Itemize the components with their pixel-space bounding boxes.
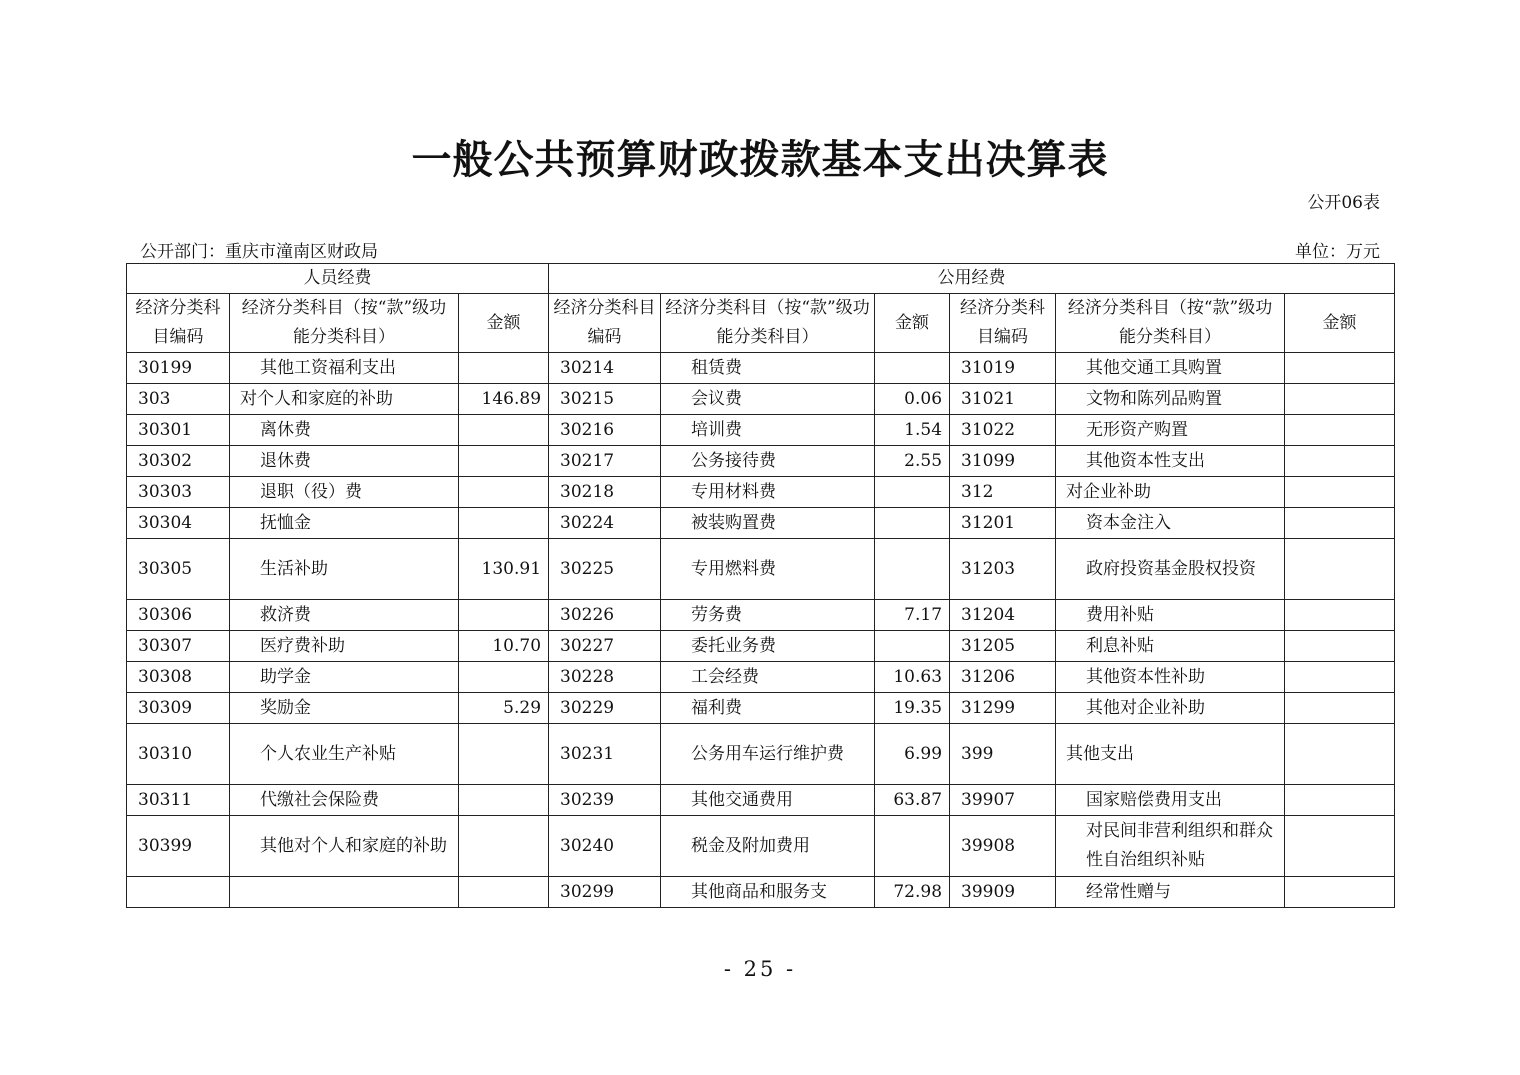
code-cell: 39908 xyxy=(950,816,1056,877)
name-cell: 专用材料费 xyxy=(661,477,875,508)
name-cell: 利息补贴 xyxy=(1056,631,1285,662)
name-cell: 政府投资基金股权投资 xyxy=(1056,539,1285,600)
code-cell: 30215 xyxy=(549,384,661,415)
amount-cell xyxy=(1285,693,1395,724)
group-header-public: 公用经费 xyxy=(549,264,1395,294)
code-cell: 312 xyxy=(950,477,1056,508)
code-cell: 31205 xyxy=(950,631,1056,662)
code-cell: 30304 xyxy=(127,508,230,539)
amount-cell xyxy=(1285,477,1395,508)
header-code: 经济分类科目编码 xyxy=(127,294,230,353)
code-cell: 30224 xyxy=(549,508,661,539)
amount-cell xyxy=(1285,600,1395,631)
amount-cell xyxy=(875,477,950,508)
table-row xyxy=(127,600,1395,631)
header-name: 经济分类科目（按“款”级功能分类科目） xyxy=(661,294,875,353)
name-cell: 培训费 xyxy=(661,415,875,446)
code-cell: 30303 xyxy=(127,477,230,508)
table-row xyxy=(127,877,1395,908)
amount-cell xyxy=(875,539,950,600)
amount-cell: 0.06 xyxy=(875,384,950,415)
amount-cell xyxy=(459,477,549,508)
amount-cell xyxy=(1285,384,1395,415)
amount-cell: 63.87 xyxy=(875,785,950,816)
department-label: 公开部门：重庆市潼南区财政局 xyxy=(140,242,378,262)
name-cell: 其他对个人和家庭的补助 xyxy=(230,816,459,877)
table-row xyxy=(127,785,1395,816)
name-cell: 其他对企业补助 xyxy=(1056,693,1285,724)
amount-cell: 5.29 xyxy=(459,693,549,724)
name-cell: 对企业补助 xyxy=(1056,477,1285,508)
code-cell: 399 xyxy=(950,724,1056,785)
header-amount: 金额 xyxy=(1285,294,1395,353)
name-cell: 退职（役）费 xyxy=(230,477,459,508)
table-row xyxy=(127,539,1395,600)
code-cell: 31203 xyxy=(950,539,1056,600)
amount-cell: 10.63 xyxy=(875,662,950,693)
amount-cell: 1.54 xyxy=(875,415,950,446)
name-cell: 代缴社会保险费 xyxy=(230,785,459,816)
amount-cell xyxy=(1285,539,1395,600)
name-cell: 离休费 xyxy=(230,415,459,446)
amount-cell xyxy=(459,600,549,631)
header-code: 经济分类科目编码 xyxy=(950,294,1056,353)
table-row xyxy=(127,631,1395,662)
table-row xyxy=(127,415,1395,446)
name-cell: 被装购置费 xyxy=(661,508,875,539)
table-row xyxy=(127,353,1395,384)
name-cell: 其他支出 xyxy=(1056,724,1285,785)
amount-cell xyxy=(459,662,549,693)
amount-cell xyxy=(1285,785,1395,816)
amount-cell: 72.98 xyxy=(875,877,950,908)
name-cell: 对个人和家庭的补助 xyxy=(230,384,459,415)
amount-cell xyxy=(459,785,549,816)
code-cell: 31022 xyxy=(950,415,1056,446)
code-cell: 31206 xyxy=(950,662,1056,693)
header-amount: 金额 xyxy=(459,294,549,353)
code-cell: 31019 xyxy=(950,353,1056,384)
amount-cell xyxy=(459,877,549,908)
name-cell: 生活补助 xyxy=(230,539,459,600)
amount-cell xyxy=(875,508,950,539)
expenditure-table xyxy=(126,263,1395,908)
code-cell: 30307 xyxy=(127,631,230,662)
amount-cell xyxy=(1285,877,1395,908)
amount-cell xyxy=(875,631,950,662)
header-name: 经济分类科目（按“款”级功能分类科目） xyxy=(230,294,459,353)
amount-cell xyxy=(1285,724,1395,785)
code-cell: 30308 xyxy=(127,662,230,693)
code-cell: 30306 xyxy=(127,600,230,631)
amount-cell: 146.89 xyxy=(459,384,549,415)
name-cell: 公务接待费 xyxy=(661,446,875,477)
name-cell: 个人农业生产补贴 xyxy=(230,724,459,785)
code-cell: 30227 xyxy=(549,631,661,662)
name-cell: 工会经费 xyxy=(661,662,875,693)
amount-cell xyxy=(459,508,549,539)
code-cell: 30228 xyxy=(549,662,661,693)
code-cell: 31204 xyxy=(950,600,1056,631)
amount-cell xyxy=(1285,508,1395,539)
name-cell: 福利费 xyxy=(661,693,875,724)
table-row xyxy=(127,816,1395,877)
code-cell: 31021 xyxy=(950,384,1056,415)
name-cell xyxy=(230,877,459,908)
name-cell: 会议费 xyxy=(661,384,875,415)
table-row xyxy=(127,662,1395,693)
amount-cell xyxy=(875,816,950,877)
amount-cell xyxy=(459,816,549,877)
code-cell: 30226 xyxy=(549,600,661,631)
name-cell: 租赁费 xyxy=(661,353,875,384)
amount-cell xyxy=(1285,631,1395,662)
header-name: 经济分类科目（按“款”级功能分类科目） xyxy=(1056,294,1285,353)
name-cell: 公务用车运行维护费 xyxy=(661,724,875,785)
code-cell: 30217 xyxy=(549,446,661,477)
code-cell: 30299 xyxy=(549,877,661,908)
name-cell: 专用燃料费 xyxy=(661,539,875,600)
name-cell: 其他资本性支出 xyxy=(1056,446,1285,477)
amount-cell xyxy=(459,446,549,477)
code-cell: 39907 xyxy=(950,785,1056,816)
page-number: - 25 - xyxy=(723,957,797,981)
table-row xyxy=(127,693,1395,724)
table-number: 公开06表 xyxy=(1307,193,1380,213)
code-cell: 31299 xyxy=(950,693,1056,724)
code-cell: 30309 xyxy=(127,693,230,724)
name-cell: 资本金注入 xyxy=(1056,508,1285,539)
amount-cell xyxy=(1285,353,1395,384)
code-cell: 30231 xyxy=(549,724,661,785)
name-cell: 费用补贴 xyxy=(1056,600,1285,631)
table-row xyxy=(127,508,1395,539)
name-cell: 其他交通费用 xyxy=(661,785,875,816)
name-cell: 其他商品和服务支 xyxy=(661,877,875,908)
code-cell: 303 xyxy=(127,384,230,415)
code-cell: 30302 xyxy=(127,446,230,477)
table-row xyxy=(127,724,1395,785)
code-cell: 30199 xyxy=(127,353,230,384)
amount-cell xyxy=(1285,662,1395,693)
name-cell: 委托业务费 xyxy=(661,631,875,662)
code-cell: 30229 xyxy=(549,693,661,724)
code-cell xyxy=(127,877,230,908)
name-cell: 其他工资福利支出 xyxy=(230,353,459,384)
code-cell: 31201 xyxy=(950,508,1056,539)
table-row xyxy=(127,477,1395,508)
unit-label: 单位：万元 xyxy=(1295,242,1380,262)
header-code: 经济分类科目编码 xyxy=(549,294,661,353)
name-cell: 医疗费补助 xyxy=(230,631,459,662)
code-cell: 30240 xyxy=(549,816,661,877)
amount-cell: 2.55 xyxy=(875,446,950,477)
amount-cell xyxy=(459,415,549,446)
name-cell: 税金及附加费用 xyxy=(661,816,875,877)
amount-cell: 10.70 xyxy=(459,631,549,662)
name-cell: 经常性赠与 xyxy=(1056,877,1285,908)
name-cell: 其他交通工具购置 xyxy=(1056,353,1285,384)
amount-cell xyxy=(1285,446,1395,477)
code-cell: 30301 xyxy=(127,415,230,446)
name-cell: 奖励金 xyxy=(230,693,459,724)
amount-cell: 19.35 xyxy=(875,693,950,724)
amount-cell xyxy=(1285,816,1395,877)
name-cell: 国家赔偿费用支出 xyxy=(1056,785,1285,816)
table-row xyxy=(127,384,1395,415)
code-cell: 30225 xyxy=(549,539,661,600)
amount-cell: 7.17 xyxy=(875,600,950,631)
code-cell: 30218 xyxy=(549,477,661,508)
code-cell: 30399 xyxy=(127,816,230,877)
amount-cell: 130.91 xyxy=(459,539,549,600)
name-cell: 退休费 xyxy=(230,446,459,477)
code-cell: 30305 xyxy=(127,539,230,600)
name-cell: 文物和陈列品购置 xyxy=(1056,384,1285,415)
header-amount: 金额 xyxy=(875,294,950,353)
amount-cell: 6.99 xyxy=(875,724,950,785)
name-cell: 其他资本性补助 xyxy=(1056,662,1285,693)
name-cell: 抚恤金 xyxy=(230,508,459,539)
code-cell: 30310 xyxy=(127,724,230,785)
page-title: 一般公共预算财政拨款基本支出决算表 xyxy=(411,136,1109,183)
amount-cell xyxy=(459,724,549,785)
table-row xyxy=(127,446,1395,477)
name-cell: 无形资产购置 xyxy=(1056,415,1285,446)
code-cell: 30239 xyxy=(549,785,661,816)
amount-cell xyxy=(1285,415,1395,446)
code-cell: 30214 xyxy=(549,353,661,384)
name-cell: 对民间非营利组织和群众性自治组织补贴 xyxy=(1056,816,1285,877)
code-cell: 31099 xyxy=(950,446,1056,477)
name-cell: 助学金 xyxy=(230,662,459,693)
name-cell: 劳务费 xyxy=(661,600,875,631)
group-header-personnel: 人员经费 xyxy=(127,264,549,294)
code-cell: 39909 xyxy=(950,877,1056,908)
code-cell: 30311 xyxy=(127,785,230,816)
amount-cell xyxy=(875,353,950,384)
amount-cell xyxy=(459,353,549,384)
code-cell: 30216 xyxy=(549,415,661,446)
name-cell: 救济费 xyxy=(230,600,459,631)
